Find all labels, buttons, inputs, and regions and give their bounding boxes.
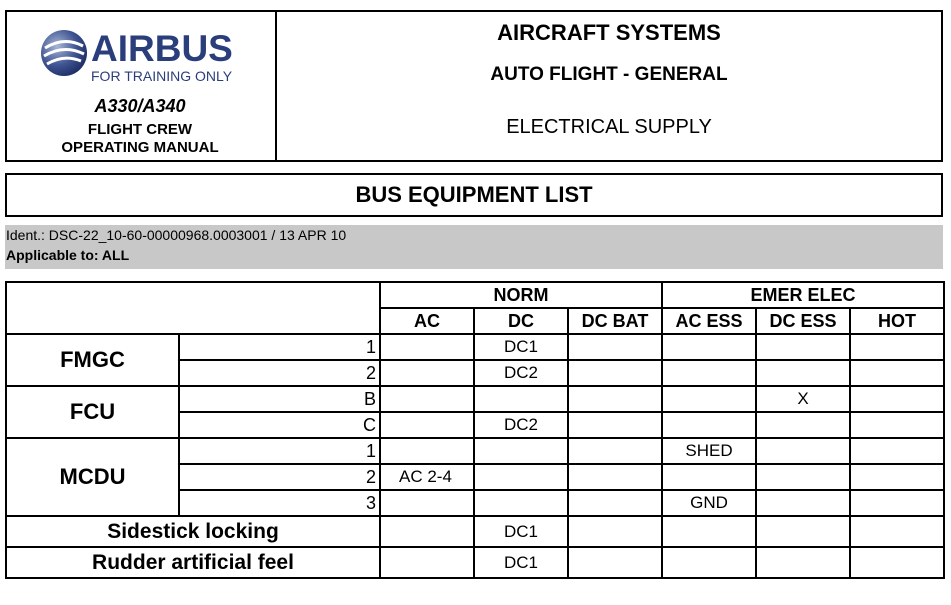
col-header-hot: HOT xyxy=(850,308,944,334)
ident-line: Ident.: DSC-22_10-60-00000968.0003001 / 13 APR 10 xyxy=(6,227,347,243)
table-row xyxy=(6,334,944,360)
cell-dc-bat xyxy=(568,547,662,578)
topic-title: ELECTRICAL SUPPLY xyxy=(506,116,712,138)
cell-dc-ess xyxy=(756,490,850,516)
cell-dc: DC1 xyxy=(474,334,568,360)
logo-wordmark: AIRBUS xyxy=(91,28,233,69)
section-title: BUS EQUIPMENT LIST xyxy=(5,173,943,217)
cell-ac-ess xyxy=(662,360,756,386)
cell-hot xyxy=(850,490,944,516)
equipment-sub-id: C xyxy=(179,412,380,438)
equipment-sub-id: B xyxy=(179,386,380,412)
cell-dc xyxy=(474,438,568,464)
cell-dc xyxy=(474,490,568,516)
equipment-sub-id: 3 xyxy=(179,490,380,516)
cell-hot xyxy=(850,438,944,464)
cell-hot xyxy=(850,360,944,386)
cell-ac-ess: GND xyxy=(662,490,756,516)
applicability-line: Applicable to: ALL xyxy=(6,247,130,263)
equipment-name: MCDU xyxy=(6,438,179,516)
chapter-title: AIRCRAFT SYSTEMS xyxy=(497,20,721,45)
cell-dc-bat xyxy=(568,386,662,412)
cell-dc-bat xyxy=(568,490,662,516)
col-header-ac: AC xyxy=(380,308,474,334)
equipment-sub-id: 1 xyxy=(179,334,380,360)
cell-ac xyxy=(380,516,474,547)
cell-hot xyxy=(850,334,944,360)
cell-dc-bat xyxy=(568,412,662,438)
cell-ac xyxy=(380,360,474,386)
cell-dc xyxy=(474,386,568,412)
manual-name-line2: OPERATING MANUAL xyxy=(61,139,219,156)
equipment-sub-id: 2 xyxy=(179,464,380,490)
cell-dc-ess: X xyxy=(756,386,850,412)
cell-dc xyxy=(474,464,568,490)
cell-dc-bat xyxy=(568,464,662,490)
cell-dc-ess xyxy=(756,516,850,547)
bus-equipment-table xyxy=(5,281,945,579)
cell-dc-ess xyxy=(756,547,850,578)
chapter-subtitle: AUTO FLIGHT - GENERAL xyxy=(490,64,728,85)
ident-band xyxy=(5,225,943,269)
table-row xyxy=(6,547,944,578)
cell-ac xyxy=(380,438,474,464)
cell-ac-ess xyxy=(662,547,756,578)
cell-hot xyxy=(850,412,944,438)
equipment-sub-id: 1 xyxy=(179,438,380,464)
equipment-name: FCU xyxy=(6,386,179,438)
equipment-name: Sidestick locking xyxy=(6,516,380,547)
logo-subtitle: FOR TRAINING ONLY xyxy=(91,68,233,84)
cell-dc-ess xyxy=(756,438,850,464)
group-header-emer-elec: EMER ELEC xyxy=(662,282,944,308)
cell-ac-ess xyxy=(662,516,756,547)
airbus-logo xyxy=(39,26,249,88)
table-header-row-groups xyxy=(6,282,944,308)
equipment-sub-id: 2 xyxy=(179,360,380,386)
cell-dc: DC2 xyxy=(474,360,568,386)
cell-ac-ess xyxy=(662,412,756,438)
cell-ac-ess: SHED xyxy=(662,438,756,464)
cell-ac: AC 2-4 xyxy=(380,464,474,490)
cell-ac-ess xyxy=(662,334,756,360)
cell-dc-ess xyxy=(756,334,850,360)
col-header-ac-ess: AC ESS xyxy=(662,308,756,334)
cell-dc-ess xyxy=(756,360,850,386)
col-header-dc: DC xyxy=(474,308,568,334)
airbus-globe-icon xyxy=(39,28,89,78)
header-brand-block xyxy=(7,12,277,160)
cell-dc-ess xyxy=(756,464,850,490)
cell-hot xyxy=(850,464,944,490)
table-row xyxy=(6,438,944,464)
cell-dc-bat xyxy=(568,438,662,464)
table-row xyxy=(6,516,944,547)
cell-dc: DC1 xyxy=(474,547,568,578)
cell-ac xyxy=(380,334,474,360)
cell-hot xyxy=(850,386,944,412)
equipment-name: FMGC xyxy=(6,334,179,386)
cell-ac xyxy=(380,490,474,516)
header-blank-cell xyxy=(6,282,380,334)
cell-ac xyxy=(380,547,474,578)
document-header xyxy=(5,10,943,162)
cell-hot xyxy=(850,547,944,578)
col-header-dc-ess: DC ESS xyxy=(756,308,850,334)
table-row xyxy=(6,386,944,412)
group-header-norm: NORM xyxy=(380,282,662,308)
col-header-dc-bat: DC BAT xyxy=(568,308,662,334)
manual-name-line1: FLIGHT CREW xyxy=(87,121,193,138)
cell-dc: DC1 xyxy=(474,516,568,547)
cell-ac xyxy=(380,412,474,438)
cell-ac xyxy=(380,386,474,412)
cell-dc-bat xyxy=(568,516,662,547)
cell-ac-ess xyxy=(662,386,756,412)
cell-dc-ess xyxy=(756,412,850,438)
cell-ac-ess xyxy=(662,464,756,490)
cell-dc: DC2 xyxy=(474,412,568,438)
equipment-name: Rudder artificial feel xyxy=(6,547,380,578)
cell-dc-bat xyxy=(568,334,662,360)
cell-hot xyxy=(850,516,944,547)
cell-dc-bat xyxy=(568,360,662,386)
aircraft-model: A330/A340 xyxy=(94,96,186,116)
header-title-block xyxy=(277,12,941,160)
